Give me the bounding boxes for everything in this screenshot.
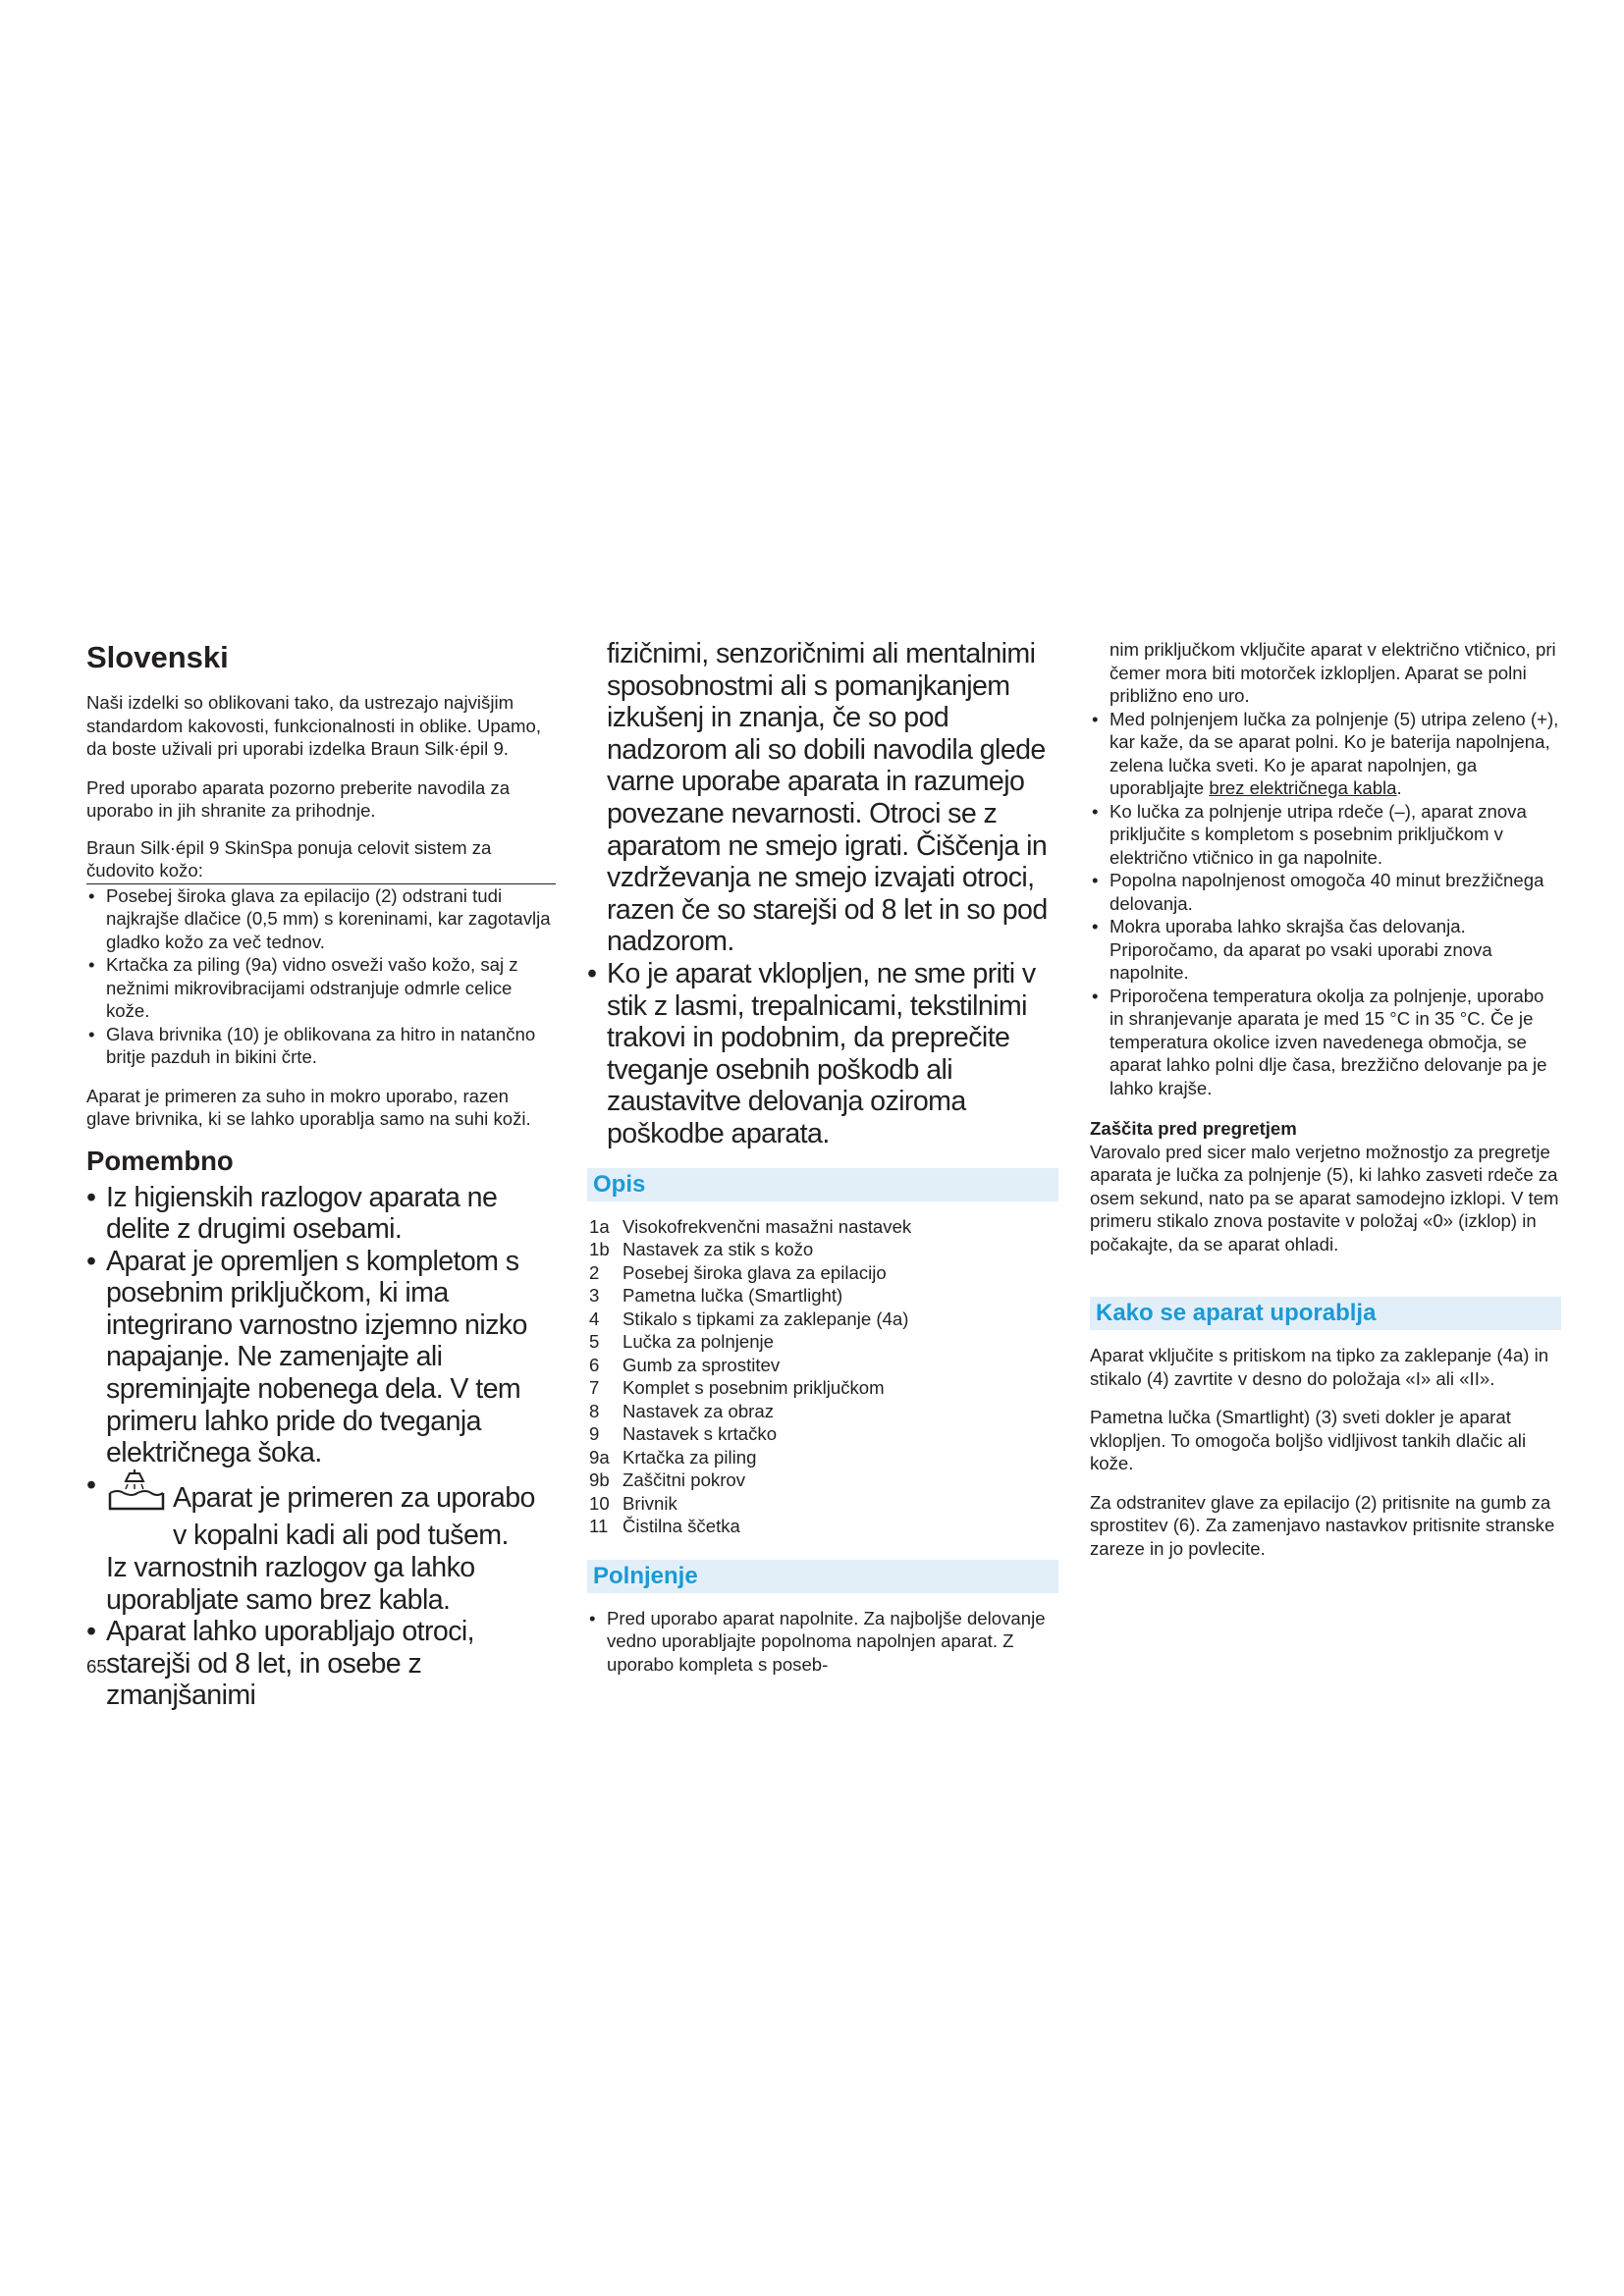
part-item: 3 Pametna lučka (Smartlight) bbox=[589, 1285, 843, 1306]
part-item: 2 Posebej široka glava za epilacijo bbox=[589, 1261, 887, 1283]
shower-line-1: Aparat je primeren za uporabo bbox=[173, 1481, 535, 1514]
usage-paragraph-3: Za odstranitev glave za epilacijo (2) pritisnite na gumb za sprostitev (6). Za zamenjavo nastavkov pritisnite stranske zareze in jo povlecite. bbox=[1090, 1491, 1555, 1559]
list-item: • Aparat lahko uporabljajo otroci, starejši od 8 let, in osebe z zmanjšanimi bbox=[86, 1616, 556, 1712]
column-right bbox=[1090, 638, 1561, 1560]
charging-continuation: nim priključkom vključite aparat v električno vtičnico, pri čemer mora biti motorček izklopljen. Aparat se polni približno eno uro. bbox=[1110, 639, 1556, 706]
list-item: • Krtačka za piling (9a) vidno osveži vašo kožo, saj z nežnimi mikrovibracijami odstranjuje odmrle celice kože. bbox=[86, 953, 556, 1023]
part-item: 10 Brivnik bbox=[589, 1492, 677, 1514]
system-heading: Braun Silk·épil 9 SkinSpa ponuja celovit sistem za čudovito kožo: bbox=[86, 836, 556, 884]
usage-paragraph-1: Aparat vključite s pritiskom na tipko za zaklepanje (4a) in stikalo (4) zavrtite v desno do položaja «I» ali «II». bbox=[1090, 1345, 1549, 1389]
part-item: 4 Stikalo s tipkami za zaklepanje (4a) bbox=[589, 1308, 909, 1329]
language-title: Slovenski bbox=[86, 640, 229, 674]
list-item: • Pred uporabo aparat napolnite. Za najboljše delovanje vedno uporabljajte popolnoma napolnjen aparat. Z uporabo kompleta s poseb- bbox=[587, 1607, 1058, 1677]
parts-list bbox=[587, 1215, 1058, 1538]
section-bar-polnjenje bbox=[587, 1560, 1058, 1593]
page-number: 65 bbox=[86, 1656, 107, 1677]
list-item-shower bbox=[86, 1469, 556, 1616]
hair-warning-list bbox=[587, 958, 1058, 1150]
bath-shower-icon bbox=[106, 1469, 167, 1521]
shower-line-3: Iz varnostnih razlogov ga lahko uporabljate samo brez kabla. bbox=[106, 1552, 475, 1616]
section-heading-kako: Kako se aparat uporablja bbox=[1096, 1300, 1377, 1326]
important-heading: Pomembno bbox=[86, 1145, 234, 1176]
important-list bbox=[86, 1182, 556, 1713]
charging-notes-list bbox=[1090, 708, 1561, 1100]
part-item: 1b Nastavek za stik s kožo bbox=[589, 1239, 814, 1259]
column-left bbox=[86, 638, 556, 1712]
cordless-link-text: brez električnega kabla bbox=[1209, 777, 1397, 798]
shower-line-2: v kopalni kadi ali pod tušem. bbox=[173, 1520, 509, 1552]
children-continuation: fizičnimi, senzoričnimi ali mentalnimi sposobnostmi ali s pomanjkanjem izkušenj in znanja, če so pod nadzorom ali so dobili navodila glede varne uporabe aparata in razumejo povezane nevarnosti. Otroci se z aparatom ne smejo igrati. Čiščenja in vzdrževanja ne smejo izvajati otroci, razen če so starejši od 8 let in so pod nadzorom. bbox=[607, 638, 1048, 958]
system-list bbox=[86, 884, 556, 1069]
list-item: • Posebej široka glava za epilacijo (2) odstrani tudi najkrajše dlačice (0,5 mm) s koreninami, kar zagotavlja gladko kožo za več tednov. bbox=[86, 884, 556, 954]
list-item: • Aparat je opremljen s kompletom s posebnim priključkom, ki ima integrirano varnostno izjemno nizko napajanje. Ne zamenjajte ali spreminjajte nobenega dela. V tem primeru lahko pride do tveganja električnega šoka. bbox=[86, 1246, 556, 1469]
part-item: 1a Visokofrekvenčni masažni nastavek bbox=[589, 1215, 912, 1237]
section-heading-polnjenje: Polnjenje bbox=[593, 1562, 698, 1589]
list-item: • Mokra uporaba lahko skrajša čas delovanja. Priporočamo, da aparat po vsaki uporabi znova napolnite. bbox=[1090, 915, 1561, 985]
list-item: • Iz higienskih razlogov aparata ne delite z drugimi osebami. bbox=[86, 1182, 556, 1246]
part-item: 9a Krtačka za piling bbox=[589, 1446, 757, 1468]
list-item: • Ko je aparat vklopljen, ne sme priti v stik z lasmi, trepalnicami, tekstilnimi trakovi in podobnim, da preprečite tveganje osebnih poškodb ali zaustavitve delovanja oziroma poškodbe aparata. bbox=[587, 958, 1058, 1150]
section-bar-kako bbox=[1090, 1297, 1561, 1330]
part-item: 7 Komplet s posebnim priključkom bbox=[589, 1377, 885, 1398]
usage-paragraph-2: Pametna lučka (Smartlight) (3) sveti dokler je aparat vklopljen. To omogoča boljšo vidljivost tankih dlačic ali kože. bbox=[1090, 1407, 1527, 1473]
part-item: 9b Zaščitni pokrov bbox=[589, 1469, 746, 1490]
part-item: 6 Gumb za sprostitev bbox=[589, 1354, 781, 1375]
intro-paragraph: Naši izdelki so oblikovani tako, da ustrezajo najvišjim standardom kakovosti, funkcionalnosti in oblike. Upamo, da boste uživali pri uporabi izdelka Braun Silk·épil 9. bbox=[86, 692, 542, 759]
part-item: 5 Lučka za polnjenje bbox=[589, 1331, 775, 1352]
section-heading-opis: Opis bbox=[593, 1170, 646, 1198]
part-item: 9 Nastavek s krtačko bbox=[589, 1423, 778, 1444]
list-item: • Popolna napolnjenost omogoča 40 minut brezžičnega delovanja. bbox=[1090, 869, 1561, 915]
list-item: • Glava brivnika (10) je oblikovana za hitro in natančno britje pazduh in bikini črte. bbox=[86, 1023, 556, 1069]
column-middle bbox=[587, 638, 1058, 1676]
part-item: 8 Nastavek za obraz bbox=[589, 1400, 774, 1421]
charging-list bbox=[587, 1607, 1058, 1677]
list-item: • Med polnjenjem lučka za polnjenje (5) utripa zeleno (+), kar kaže, da se aparat polni. Ko je baterija napolnjena, zelena lučka sveti. Ko je aparat napolnjen, ga uporabljajte brez električnega kabla. bbox=[1090, 708, 1561, 800]
wet-dry-paragraph: Aparat je primeren za suho in mokro uporabo, razen glave brivnika, ki se lahko uporablja samo na suhi koži. bbox=[86, 1085, 531, 1129]
section-bar-opis bbox=[587, 1168, 1058, 1201]
list-item: • Priporočena temperatura okolja za polnjenje, uporabo in shranjevanje aparata je med 15 °C in 35 °C. Če je temperatura okolice izven navedenega območja, se aparat lahko polni dlje časa, brezžično delovanje pa je lahko krajše. bbox=[1090, 985, 1561, 1100]
overheat-heading: Zaščita pred pregretjem bbox=[1090, 1118, 1297, 1139]
read-instructions-paragraph: Pred uporabo aparata pozorno preberite navodila za uporabo in jih shranite za prihodnje. bbox=[86, 776, 511, 821]
list-item: • Ko lučka za polnjenje utripa rdeče (–), aparat znova priključite s kompletom s posebnim priključkom v električno vtičnico in ga napolnite. bbox=[1090, 800, 1561, 870]
overheat-paragraph: Varovalo pred sicer malo verjetno možnostjo za pregretje aparata je lučka za polnjenje (5), ki lahko zasveti rdeče za osem sekund, nato pa se aparat samodejno izklopi. V tem primeru stikalo znova postavite v položaj «0» (izklop) in počakajte, da se aparat ohladi. bbox=[1090, 1141, 1559, 1255]
part-item: 11 Čistilna ščetka bbox=[589, 1516, 740, 1536]
